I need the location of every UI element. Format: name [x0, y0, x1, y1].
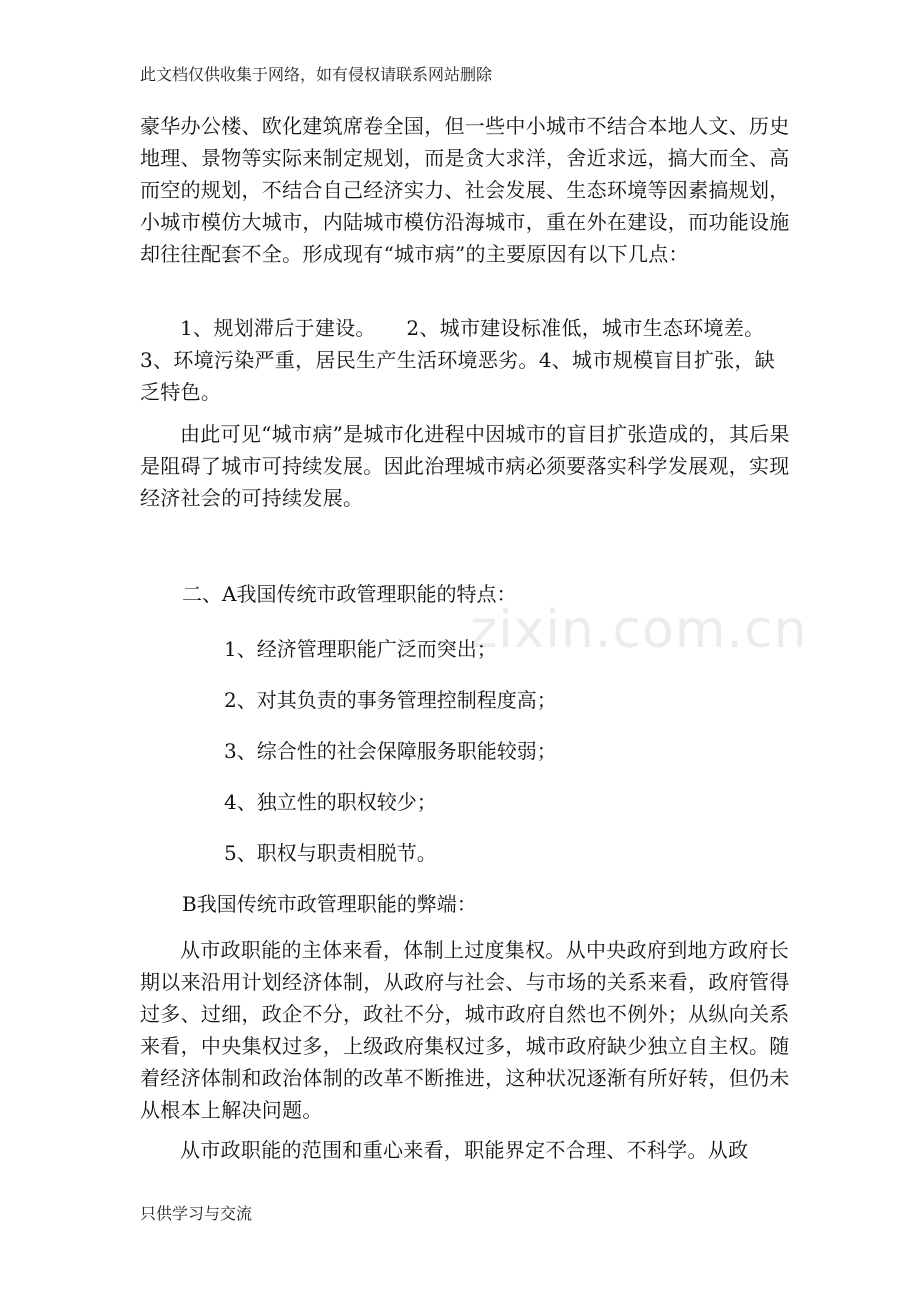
- list-item: 3、综合性的社会保障服务职能较弱；: [224, 739, 557, 763]
- paragraph-3: 由此可见“城市病”是城市化进程中因城市的盲目扩张造成的，其后果是阻碍了城市可持续发展。因此治理城市病必须要落实科学发展观，实现经济社会的可持续发展。: [140, 422, 790, 510]
- section-heading-a: 二、A我国传统市政管理职能的特点：: [182, 582, 517, 606]
- list-item: 5、职权与职责相脱节。: [224, 841, 437, 865]
- page-header: 此文档仅供收集于网络，如有侵权请联系网站删除: [140, 65, 493, 84]
- section-heading-b: B我国传统市政管理职能的弊端：: [182, 892, 477, 916]
- paragraph-4: 从市政职能的主体来看，体制上过度集权。从中央政府到地方政府长期以来沿用计划经济体制，从政府与社会、与市场的关系来看，政府管得过多、过细，政企不分，政社不分，城市政府自然也不例外；从纵向关系来看，中央集权过多，上级政府集权过多，城市政府缺少独立自主权。随着经济体制和政治体制的改革不断推进，这种状况逐渐有所好转，但仍未从根本上解决问题。: [140, 938, 790, 1122]
- paragraph-2: 1、规划滞后于建设。 2、城市建设标准低，城市生态环境差。3、环境污染严重，居民生产生活环境恶劣。4、城市规模盲目扩张，缺乏特色。: [140, 316, 776, 404]
- page-footer: 只供学习与交流: [140, 1204, 253, 1223]
- list-item: 4、独立性的职权较少；: [224, 790, 437, 814]
- paragraph-1: 豪华办公楼、欧化建筑席卷全国，但一些中小城市不结合本地人文、历史地理、景物等实际来制定规划，而是贪大求洋，舍近求远，搞大而全、高而空的规划，不结合自己经济实力、社会发展、生态环境等因素搞规划，小城市模仿大城市，内陆城市模仿沿海城市，重在外在建设，而功能设施却往往配套不全。形成现有“城市病”的主要原因有以下几点：: [140, 114, 790, 266]
- list-item: 2、对其负责的事务管理控制程度高；: [224, 688, 557, 712]
- list-item: 1、经济管理职能广泛而突出；: [224, 637, 497, 661]
- watermark: zixin.com.cn: [470, 600, 808, 660]
- paragraph-5: 从市政职能的范围和重心来看，职能界定不合理、不科学。从政: [180, 1138, 749, 1162]
